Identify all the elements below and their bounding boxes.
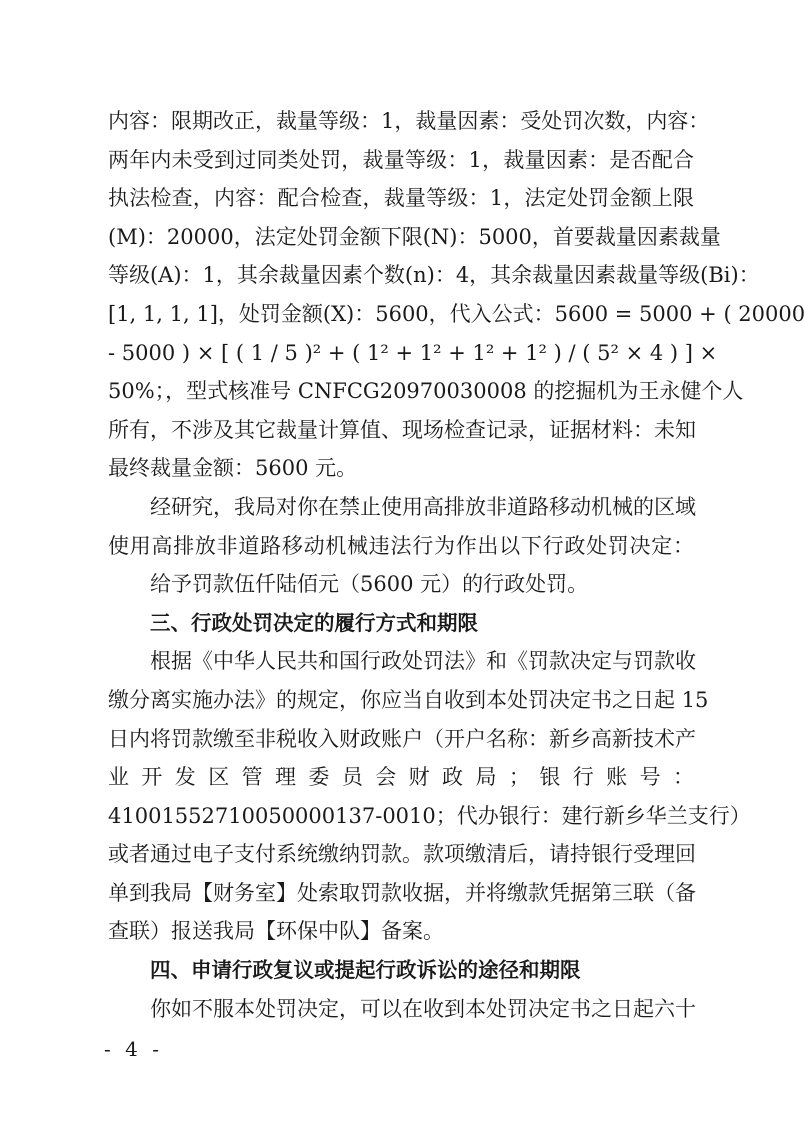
- paragraph-first-line: 根据《中华人民共和国行政处罚法》和《罚款决定与罚款收: [150, 649, 696, 674]
- body-line: 缴分离实施办法》的规定，你应当自收到本处罚决定书之日起 15: [108, 687, 709, 712]
- body-line: 所有，不涉及其它裁量计算值、现场检查记录，证据材料：未知: [108, 417, 696, 442]
- document-body: [108, 102, 805, 1028]
- section-heading-4: 四、申请行政复议或提起行政诉讼的途径和期限: [150, 958, 581, 983]
- body-line: 业 开 发 区 管 理 委 员 会 财 政 局 ； 银 行 账 号 ：: [108, 765, 694, 790]
- body-line: 使用高排放非道路移动机械违法行为作出以下行政处罚决定：: [108, 533, 694, 558]
- paragraph-first-line: 经研究，我局对你在禁止使用高排放非道路移动机械的区域: [150, 494, 696, 519]
- section-heading-3: 三、行政处罚决定的履行方式和期限: [150, 610, 478, 635]
- bank-account-line: 41001552710050000137-0010；代办银行：建行新乡华兰支行）: [108, 803, 751, 828]
- body-line: 日内将罚款缴至非税收入财政账户（开户名称：新乡高新技术产: [108, 726, 696, 751]
- body-line: 50%；，型式核准号 CNFCG20970030008 的挖掘机为王永健个人: [108, 379, 744, 404]
- body-line: 最终裁量金额：5600 元。: [108, 456, 358, 481]
- body-line: (M)：20000，法定处罚金额下限(N)：5000，首要裁量因素裁量: [108, 224, 721, 249]
- formula-line: - 5000 ) × [ ( 1 / 5 )² + ( 1² + 1² + 1² + 1² ) / ( 5² × 4 ) ] ×: [108, 340, 718, 365]
- page-number: - 4 -: [104, 1037, 163, 1061]
- body-line: [1, 1, 1, 1]，处罚金额(X)：5600，代入公式：5600 = 5000 + ( 20000: [108, 301, 805, 326]
- paragraph-first-line: 你如不服本处罚决定，可以在收到本处罚决定书之日起六十: [150, 996, 696, 1021]
- penalty-decision-line: 给予罚款伍仟陆佰元（5600 元）的行政处罚。: [150, 572, 589, 597]
- body-line: 执法检查，内容：配合检查，裁量等级：1，法定处罚金额上限: [108, 186, 694, 211]
- body-line: 单到我局【财务室】处索取罚款收据，并将缴款凭据第三联（备: [108, 880, 696, 905]
- body-line: 两年内未受到过同类处罚，裁量等级：1，裁量因素：是否配合: [108, 147, 694, 172]
- body-line: 内容：限期改正，裁量等级：1，裁量因素：受处罚次数，内容：: [108, 109, 710, 133]
- body-line: 查联）报送我局【环保中队】备案。: [108, 919, 444, 944]
- body-line: 等级(A)：1，其余裁量因素个数(n)：4，其余裁量因素裁量等级(Bi)：: [108, 263, 760, 288]
- body-line: 或者通过电子支付系统缴纳罚款。款项缴清后，请持银行受理回: [108, 842, 696, 867]
